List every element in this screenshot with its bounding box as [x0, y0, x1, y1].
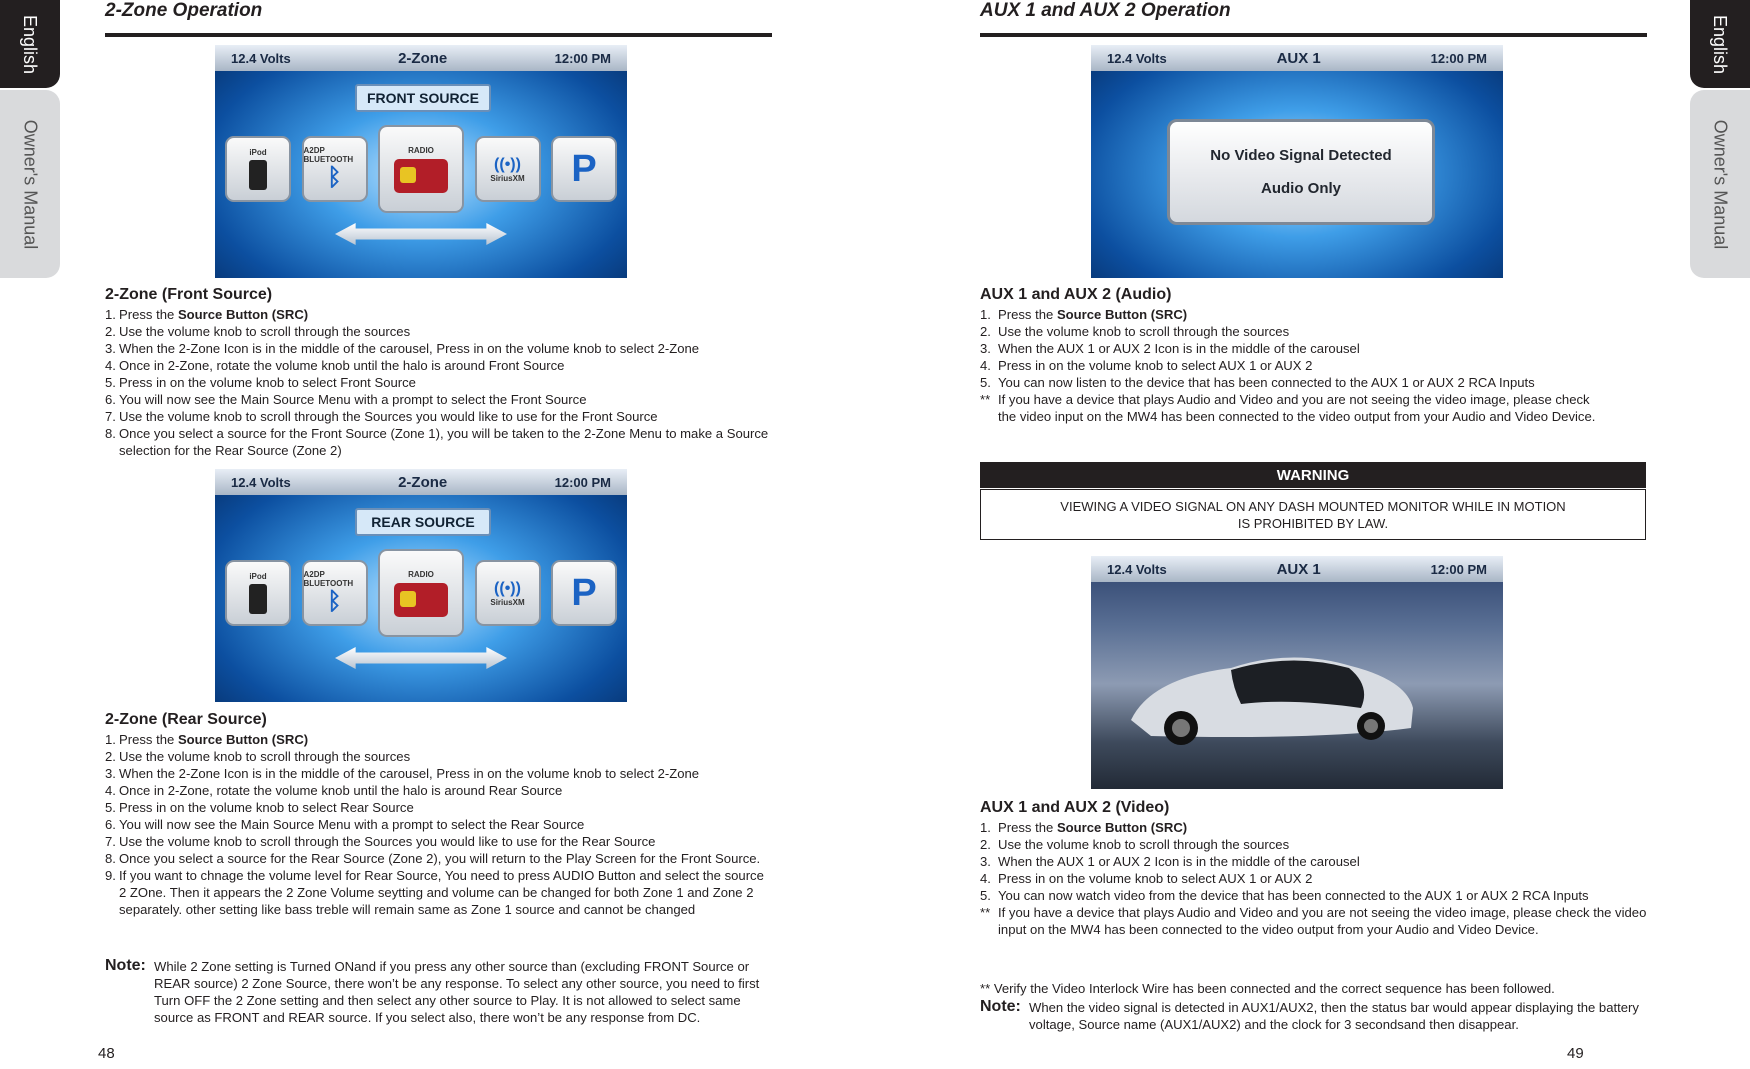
verify-line: ** Verify the Video Interlock Wire has been connected and the correct sequence has been followed.: [980, 981, 1555, 996]
status-bar: 12.4 Volts AUX 1 12:00 PM: [1091, 556, 1503, 582]
source-label: FRONT SOURCE: [355, 84, 491, 112]
list-item: 3. When the 2-Zone Icon is in the middle of the carousel, Press in on the volume knob to select 2-Zone: [105, 766, 700, 781]
screen-rear-source: [215, 469, 627, 702]
front-source-title: 2-Zone (Front Source): [105, 286, 273, 303]
rear-source-steps: [105, 731, 773, 918]
front-source-steps: [105, 306, 773, 459]
warning-body: VIEWING A VIDEO SIGNAL ON ANY DASH MOUNTED MONITOR WHILE IN MOTION IS PROHIBITED BY LAW.: [980, 489, 1646, 540]
source-carousel: [225, 125, 617, 213]
list-item: 2. Use the volume knob to scroll through the sources: [980, 324, 1290, 339]
radio-icon: RADIO: [378, 125, 464, 213]
right-note: Note: When the video signal is detected in AUX1/AUX2, then the status bar would appear displaying the battery voltage, Source name (AUX1/AUX2) and the clock for 3 secondsand then disappear.: [980, 998, 1639, 1032]
manual-tab: Owner's Manual: [1690, 90, 1750, 278]
list-item: ** If you have a device that plays Audio and Video and you are not seeing the video image, please check the video input on the MW4 has been connected to the video output from your Audio and Video Device.: [980, 905, 1647, 937]
no-video-dialog: No Video Signal Detected Audio Only: [1167, 119, 1435, 225]
list-item: 5. You can now watch video from the device that has been connected to the AUX 1 or AUX 2 RCA Inputs: [980, 888, 1589, 903]
screen-front-source: [215, 45, 627, 278]
list-item: 4. Press in on the volume knob to select AUX 1 or AUX 2: [980, 358, 1313, 373]
bluetooth-icon: A2DP BLUETOOTH ᛒ: [302, 560, 368, 626]
car-image: [1121, 628, 1421, 748]
rear-source-title: 2-Zone (Rear Source): [105, 711, 267, 728]
siriusxm-icon: ((•)) SiriusXM: [475, 560, 541, 626]
list-item: 9. If you want to chnage the volume level for Rear Source, You need to press AUDIO Button and select the source 2 ZOne. Then it appears the 2 Zone Volume seytting and volume can be changed for both Zone 1 and Zone 2 separately. other setting like bass treble will remain same as Zone 1 source and cannot be changed: [105, 868, 764, 917]
screen-video-playback: [1091, 556, 1503, 789]
bluetooth-icon: A2DP BLUETOOTH ᛒ: [302, 136, 368, 202]
list-item: 2. Use the volume knob to scroll through the sources: [105, 749, 411, 764]
source-carousel: [225, 549, 617, 637]
list-item: 5. You can now listen to the device that has been connected to the AUX 1 or AUX 2 RCA Inputs: [980, 375, 1535, 390]
language-tab: English: [0, 0, 60, 88]
status-bar: 12.4 Volts 2-Zone 12:00 PM: [215, 45, 627, 71]
list-item: 6. You will now see the Main Source Menu with a prompt to select the Rear Source: [105, 817, 585, 832]
page-number: 49: [1567, 1045, 1584, 1062]
list-item: 5. Press in on the volume knob to select Rear Source: [105, 800, 414, 815]
list-item: ** If you have a device that plays Audio and Video and you are not seeing the video image, please check the video input on the MW4 has been connected to the video output from your Audio and Video Device.: [980, 392, 1596, 424]
list-item: 8. Once you select a source for the Front Source (Zone 1), you will be taken to the 2-Zone Menu to make a Source selection for the Rear Source (Zone 2): [105, 426, 769, 458]
list-item: 1. Press the Source Button (SRC): [105, 732, 309, 747]
aux-video-title: AUX 1 and AUX 2 (Video): [980, 799, 1170, 816]
list-item: 3. When the AUX 1 or AUX 2 Icon is in the middle of the carousel: [980, 341, 1360, 356]
list-item: 5. Press in on the volume knob to select Front Source: [105, 375, 416, 390]
siriusxm-icon: ((•)) SiriusXM: [475, 136, 541, 202]
list-item: 3. When the 2-Zone Icon is in the middle of the carousel, Press in on the volume knob to select 2-Zone: [105, 341, 700, 356]
manual-tab: Owner's Manual: [0, 90, 60, 278]
header-rule: [980, 33, 1647, 37]
list-item: 7. Use the volume knob to scroll through the Sources you would like to use for the Front Source: [105, 409, 658, 424]
aux-audio-title: AUX 1 and AUX 2 (Audio): [980, 286, 1172, 303]
scroll-arrow-icon: [335, 647, 507, 669]
radio-icon: RADIO: [378, 549, 464, 637]
ipod-icon: iPod: [225, 560, 291, 626]
pandora-icon: P: [551, 560, 617, 626]
list-item: 1. Press the Source Button (SRC): [105, 307, 309, 322]
list-item: 1. Press the Source Button (SRC): [980, 307, 1188, 322]
status-bar: 12.4 Volts 2-Zone 12:00 PM: [215, 469, 627, 495]
language-tab: English: [1690, 0, 1750, 88]
list-item: 3. When the AUX 1 or AUX 2 Icon is in the middle of the carousel: [980, 854, 1360, 869]
page-header: 2-Zone Operation: [105, 0, 263, 21]
header-rule: [105, 33, 772, 37]
list-item: 4. Press in on the volume knob to select AUX 1 or AUX 2: [980, 871, 1313, 886]
list-item: 1. Press the Source Button (SRC): [980, 820, 1188, 835]
warning-header: WARNING: [980, 462, 1646, 488]
source-label: REAR SOURCE: [355, 508, 491, 536]
list-item: 7. Use the volume knob to scroll through the Sources you would like to use for the Rear Source: [105, 834, 656, 849]
list-item: 4. Once in 2-Zone, rotate the volume knob until the halo is around Front Source: [105, 358, 565, 373]
list-item: 2. Use the volume knob to scroll through the sources: [980, 837, 1290, 852]
list-item: 8. Once you select a source for the Rear Source (Zone 2), you will return to the Play Screen for the Front Source.: [105, 851, 761, 866]
pandora-icon: P: [551, 136, 617, 202]
screen-no-video: [1091, 45, 1503, 278]
list-item: 6. You will now see the Main Source Menu with a prompt to select the Front Source: [105, 392, 587, 407]
status-bar: 12.4 Volts AUX 1 12:00 PM: [1091, 45, 1503, 71]
aux-video-steps: [980, 819, 1648, 938]
aux-audio-steps: [980, 306, 1600, 425]
list-item: 4. Once in 2-Zone, rotate the volume knob until the halo is around Rear Source: [105, 783, 563, 798]
ipod-icon: iPod: [225, 136, 291, 202]
page-header: AUX 1 and AUX 2 Operation: [980, 0, 1231, 21]
scroll-arrow-icon: [335, 223, 507, 245]
left-note: Note: While 2 Zone setting is Turned ONand if you press any other source than (excluding FRONT Source or REAR source) 2 Zone Source, there won’t be any response. To select any other source, you need to first Turn OFF the 2 Zone setting and then select any other source to Play. It is not allowed to select same source as FRONT and REAR source. If you select also, there won’t be any response from DC.: [105, 957, 760, 1025]
page-number: 48: [98, 1045, 115, 1062]
list-item: 2. Use the volume knob to scroll through the sources: [105, 324, 411, 339]
